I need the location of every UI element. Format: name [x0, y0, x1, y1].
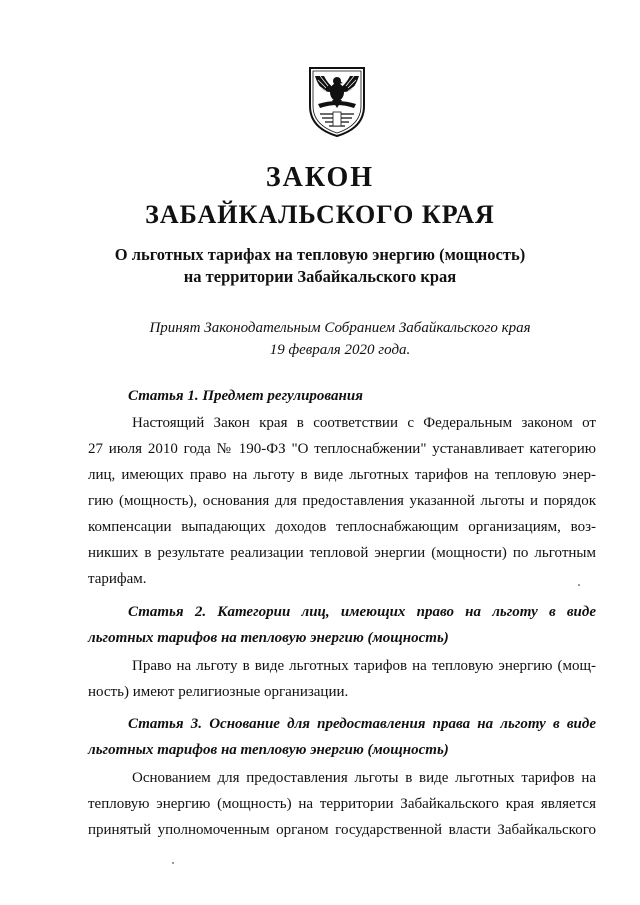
article-1-text-line: 27 июля 2010 года № 190-ФЗ "О теплоснабжении" устанавливает категорию: [88, 441, 596, 457]
article-3-text-line: Основанием для предоставления льготы в виде льготных тарифов на: [132, 770, 596, 786]
article-1-text-line: гию (мощность), основания для предоставления указанной льготы и порядок: [88, 493, 596, 509]
article-1-text-line: тарифам.: [88, 571, 147, 587]
law-subtitle-line-2: на территории Забайкальского края: [183, 267, 457, 286]
article-2-text-line: Право на льготу в виде льготных тарифов на тепловую энергию (мощ-: [132, 658, 596, 674]
article-3-text-line: тепловую энергию (мощность) на территории Забайкальского края является: [88, 796, 596, 812]
article-3-heading-line-2: льготных тарифов на тепловую энергию (мощность): [88, 742, 449, 758]
article-1-text-line: никших в результате реализации тепловой энергии (мощности) по льготным: [88, 545, 596, 561]
law-subtitle-line-1: О льготных тарифах на тепловую энергию (мощность): [114, 245, 526, 264]
article-1-heading: Статья 1. Предмет регулирования: [128, 388, 363, 404]
article-3-text-line: принятый уполномоченным органом государственной власти Забайкальского: [88, 822, 596, 838]
article-2-heading-line-2: льготных тарифов на тепловую энергию (мощность): [88, 630, 449, 646]
scan-speck: [172, 862, 174, 864]
article-2-heading-line-1: Статья 2. Категории лиц, имеющих право на льготу в виде: [128, 604, 596, 620]
adopted-date: 19 февраля 2020 года.: [269, 342, 411, 358]
article-3-heading-line-1: Статья 3. Основание для предоставления права на льготу в виде: [128, 716, 596, 732]
adopted-statement: Принят Законодательным Собранием Забайкальского края: [149, 320, 531, 336]
article-2-text-line: ность) имеют религиозные организации.: [88, 684, 349, 700]
article-1-text-line: компенсации выпадающих доходов теплоснабжающим организациям, воз-: [88, 519, 596, 535]
scan-speck: [578, 584, 580, 586]
coat-of-arms-icon: [306, 62, 368, 138]
article-1-text-line: Настоящий Закон края в соответствии с Федеральным законом от: [132, 415, 596, 431]
law-title: ЗАКОН: [265, 162, 375, 193]
article-1-text-line: лиц, имеющих право на льготу в виде льготных тарифов на тепловую энер-: [88, 467, 596, 483]
region-title: ЗАБАЙКАЛЬСКОГО КРАЯ: [145, 200, 495, 229]
